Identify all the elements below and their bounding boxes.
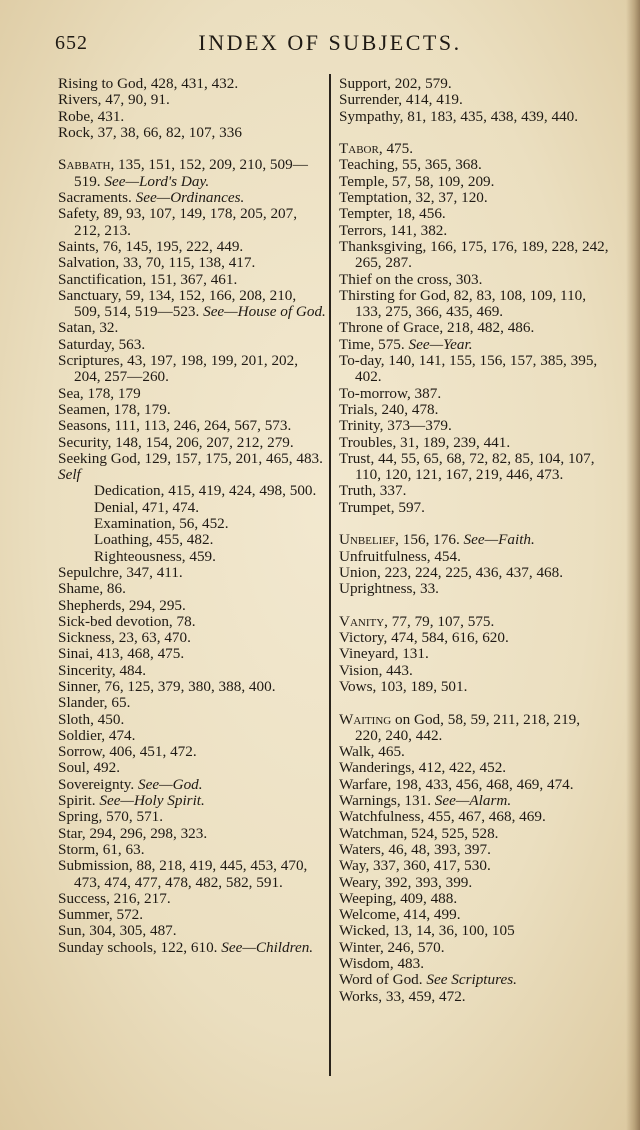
see-reference: See—God. [138,775,203,793]
section-lead-word: Waiting [339,710,392,728]
index-entry [58,353,326,386]
index-subentry [58,483,326,499]
index-entry [339,76,609,92]
entry-text: Temple, 57, 58, 109, 209. [339,172,495,190]
entry-text: Sorrow, 406, 451, 472. [58,743,197,761]
entry-text: Saturday, 563. [58,335,146,353]
index-column-left [58,76,326,956]
page-edge-shadow [626,0,640,1130]
entry-text: Thanksgiving, 166, 175, 176, 189, 228, 242, 265, 287. [339,237,609,272]
entry-text: Surrender, 414, 419. [339,91,463,109]
index-entry [58,826,326,842]
index-entry [58,206,326,239]
entry-text: Wicked, 13, 14, 36, 100, 105 [339,922,515,940]
entry-text: Scriptures, 43, 197, 198, 199, 201, 202, 204, 257—260. [58,352,299,386]
entry-text: Sovereignty. [58,775,139,793]
index-entry [339,760,609,776]
entry-text: Vineyard, 131. [339,645,429,663]
entry-text: Way, 337, 360, 417, 530. [339,857,491,875]
entry-text: Vows, 103, 189, 501. [339,677,468,695]
index-entry [58,744,326,760]
index-entry [339,500,609,516]
entry-text: Trials, 240, 478. [339,400,439,418]
entry-text: Sympathy, 81, 183, 435, 438, 439, 440. [339,107,579,125]
index-entry [339,532,609,548]
index-entry [339,940,609,956]
index-entry [58,809,326,825]
entry-text: Winter, 246, 570. [339,938,445,956]
section-lead-word: Unbelief, [339,531,399,549]
index-entry [339,549,609,565]
entry-text: Spring, 570, 571. [58,808,164,826]
entry-text: Watchfulness, 455, 467, 468, 469. [339,808,546,826]
entry-text: Thirsting for God, 82, 83, 108, 109, 110, 133, 275, 366, 435, 469. [339,286,587,321]
index-entry [339,858,609,874]
index-entry [58,858,326,891]
index-subentry [58,516,326,532]
index-subhead: Self [58,466,81,484]
section-lead-word: Sabbath, [58,156,115,174]
index-entry [339,239,609,272]
index-entry [339,744,609,760]
entry-text: Troubles, 31, 189, 239, 441. [339,433,511,451]
entry-text: Works, 33, 459, 472. [339,987,466,1005]
index-column-right [339,76,609,1005]
entry-text: Spirit. [58,792,100,810]
index-entry [58,451,326,467]
index-entry [339,679,609,695]
index-entry [58,581,326,597]
entry-text: 156, 176. [398,531,464,549]
entry-text: Thief on the cross, 303. [339,270,483,288]
entry-text: Sloth, 450. [58,710,125,728]
entry-text: Soldier, 474. [58,726,136,744]
index-entry [58,842,326,858]
section-gap [339,598,609,614]
index-entry [58,907,326,923]
index-entry [58,288,326,321]
entry-text: Seamen, 178, 179. [58,400,171,418]
index-entry [339,663,609,679]
entry-text: To-day, 140, 141, 155, 156, 157, 385, 395, 402. [339,352,598,386]
entry-text: on God, 58, 59, 211, 218, 219, 220, 240, 442. [355,710,581,744]
entry-text: Seeking God, 129, 157, 175, 201, 465, 483. [58,449,323,467]
index-entry [339,109,609,125]
index-entry [339,972,609,988]
see-reference: See—House of God. [203,303,326,321]
index-entry [339,386,609,402]
entry-text: Tempter, 18, 456. [339,205,446,223]
index-entry [58,614,326,630]
entry-text: Sinai, 413, 468, 475. [58,645,185,663]
entry-text: Soul, 492. [58,759,121,777]
entry-text: Trumpet, 597. [339,498,425,516]
entry-text: Summer, 572. [58,906,144,924]
index-entry [339,141,609,157]
page-header [0,30,640,60]
entry-text: Warfare, 198, 433, 456, 468, 469, 474. [339,775,574,793]
index-entry [339,272,609,288]
index-entry [339,223,609,239]
entry-text: 135, 151, 152, 209, 210, 509—519. [74,156,308,190]
section-gap [339,516,609,532]
entry-text: Truth, 337. [339,482,407,500]
column-divider [329,74,331,1076]
index-entry [339,956,609,972]
index-entry [339,826,609,842]
section-gap [339,125,609,141]
index-entry [339,630,609,646]
index-entry [58,255,326,271]
index-entry [339,157,609,173]
index-entry [58,418,326,434]
entry-text: Sanctuary, 59, 134, 152, 166, 208, 210, 509, 514, 519—523. [58,286,297,321]
entry-text: Wisdom, 483. [339,955,425,973]
index-entry [339,92,609,108]
entry-text: Righteousness, 459. [94,547,216,565]
entry-text: Sepulchre, 347, 411. [58,563,183,581]
index-entry [339,907,609,923]
entry-text: Walk, 465. [339,743,405,761]
index-entry [339,842,609,858]
index-entry [58,402,326,418]
see-reference: See—Year. [408,335,473,353]
index-entry [339,483,609,499]
entry-text: Rivers, 47, 90, 91. [58,91,170,109]
index-entry [339,451,609,484]
entry-text: Waters, 46, 48, 393, 397. [339,840,491,858]
entry-text: Saints, 76, 145, 195, 222, 449. [58,237,244,255]
entry-text: Victory, 474, 584, 616, 620. [339,629,509,647]
see-reference: See—Children. [221,938,314,956]
entry-text: Loathing, 455, 482. [94,531,214,549]
entry-text: Support, 202, 579. [339,75,452,92]
index-entry [339,288,609,321]
index-entry [58,272,326,288]
index-entry [339,174,609,190]
entry-text: Storm, 61, 63. [58,840,145,858]
entry-text: Seasons, 111, 113, 246, 264, 567, 573. [58,417,292,435]
index-entry [339,712,609,745]
index-entry [339,353,609,386]
index-entry [58,760,326,776]
entry-text: To-morrow, 387. [339,384,442,402]
index-entry [58,712,326,728]
see-reference: See—Ordinances. [135,189,245,207]
entry-text: Salvation, 33, 70, 115, 138, 417. [58,254,256,272]
entry-text: Trust, 44, 55, 65, 68, 72, 82, 85, 104, 107, 110, 120, 121, 167, 219, 446, 473. [339,449,595,484]
index-entry [58,630,326,646]
section-gap [339,695,609,711]
entry-text: Watchman, 524, 525, 528. [339,824,499,842]
entry-text: Sea, 178, 179 [58,384,141,402]
index-subentry [58,500,326,516]
entry-text: Satan, 32. [58,319,119,337]
index-entry [58,728,326,744]
entry-text: Slander, 65. [58,694,131,712]
index-entry [339,402,609,418]
entry-text: Sunday schools, 122, 610. [58,938,222,956]
entry-text: Uprightness, 33. [339,580,439,598]
index-entry [58,76,326,92]
index-entry [58,646,326,662]
index-subentry [58,549,326,565]
entry-text: Welcome, 414, 499. [339,906,461,924]
entry-text: 77, 79, 107, 575. [387,612,495,630]
entry-text: Denial, 471, 474. [94,498,200,516]
entry-text: Submission, 88, 218, 419, 445, 453, 470, 473, 474, 477, 478, 482, 582, 591. [58,857,308,891]
see-reference: See—Alarm. [434,792,512,810]
entry-text: Temptation, 32, 37, 120. [339,189,488,207]
page-title: INDEX OF SUBJECTS. [198,30,462,55]
index-entry [58,239,326,255]
entry-text: Shame, 86. [58,580,126,598]
index-entry [58,663,326,679]
entry-text: Time, 575. [339,335,409,353]
entry-text: Wanderings, 412, 422, 452. [339,759,507,777]
entry-text: Weeping, 409, 488. [339,889,458,907]
index-entry [58,793,326,809]
entry-text: Security, 148, 154, 206, 207, 212, 279. [58,433,294,451]
entry-text: Shepherds, 294, 295. [58,596,186,614]
entry-text: Union, 223, 224, 225, 436, 437, 468. [339,563,564,581]
entry-text: Robe, 431. [58,107,125,125]
index-entry [339,418,609,434]
entry-text: Safety, 89, 93, 107, 149, 178, 205, 207, 212, 213. [58,205,298,239]
index-entry [58,923,326,939]
index-entry [339,989,609,1005]
entry-text: 475. [382,140,414,158]
index-entry [58,940,326,956]
entry-text: Weary, 392, 393, 399. [339,873,473,891]
index-entry [339,206,609,222]
index-entry [58,695,326,711]
entry-text: Teaching, 55, 365, 368. [339,156,482,174]
entry-text: Trinity, 373—379. [339,417,452,435]
index-entry [58,190,326,206]
index-entry [339,337,609,353]
entry-text: Throne of Grace, 218, 482, 486. [339,319,535,337]
index-entry [339,320,609,336]
index-entry [58,891,326,907]
entry-text: Sacraments. [58,189,136,207]
index-entry [58,92,326,108]
entry-text: Dedication, 415, 419, 424, 498, 500. [94,482,317,500]
entry-text: Rising to God, 428, 431, 432. [58,75,239,92]
see-reference: See—Faith. [463,531,535,549]
entry-text: Sanctification, 151, 367, 461. [58,270,238,288]
see-reference: See—Lord's Day. [104,172,210,190]
index-entry [58,157,326,190]
entry-text: Vision, 443. [339,661,413,679]
index-entry [339,809,609,825]
entry-text: Unfruitfulness, 454. [339,547,461,565]
entry-text: Star, 294, 296, 298, 323. [58,824,208,842]
see-reference: See—Holy Spirit. [99,792,205,810]
index-entry [58,125,326,141]
index-entry [339,777,609,793]
entry-text: Word of God. [339,971,427,989]
section-gap [58,141,326,157]
index-entry [339,793,609,809]
see-reference: See Scriptures. [426,971,517,989]
entry-text: Warnings, 131. [339,792,435,810]
entry-text: Sun, 304, 305, 487. [58,922,177,940]
index-entry [339,875,609,891]
index-entry [339,581,609,597]
entry-text: Examination, 56, 452. [94,515,229,533]
section-lead-word: Vanity, [339,612,388,630]
index-subentry [58,532,326,548]
entry-text: Sinner, 76, 125, 379, 380, 388, 400. [58,677,276,695]
index-entry [58,337,326,353]
index-entry [339,190,609,206]
index-entry [339,646,609,662]
entry-text: Sick-bed devotion, 78. [58,612,196,630]
index-entry [339,923,609,939]
entry-text: Success, 216, 217. [58,889,171,907]
entry-text: Sincerity, 484. [58,661,147,679]
index-entry [58,435,326,451]
section-lead-word: Tabor, [339,140,383,158]
index-entry [58,109,326,125]
entry-text: Rock, 37, 38, 66, 82, 107, 336 [58,123,242,141]
entry-text: Sickness, 23, 63, 470. [58,629,191,647]
index-entry [58,386,326,402]
index-entry [339,565,609,581]
index-entry [339,435,609,451]
index-entry [58,777,326,793]
index-entry [58,679,326,695]
index-entry [58,598,326,614]
index-entry [58,565,326,581]
page-number: 652 [55,32,88,54]
entry-text: Terrors, 141, 382. [339,221,448,239]
index-entry [58,320,326,336]
index-entry [339,614,609,630]
index-entry [339,891,609,907]
